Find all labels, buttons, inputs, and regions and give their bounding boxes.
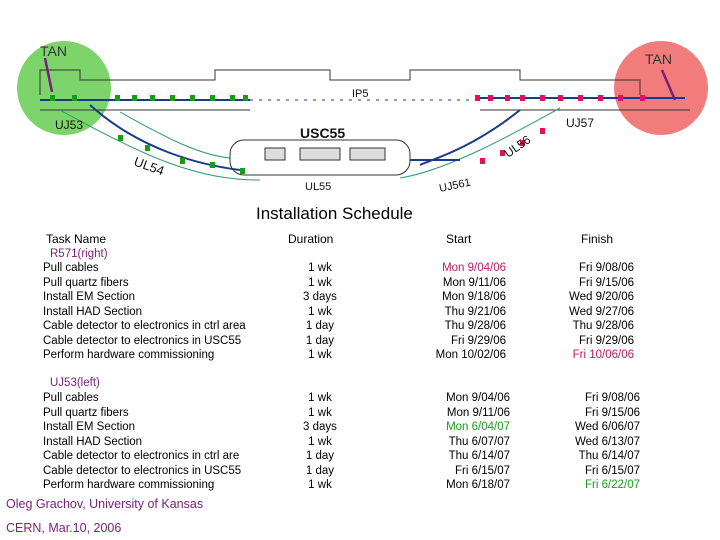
task-name: Install EM Section	[43, 291, 136, 303]
start-date: Mon 9/11/06	[446, 406, 510, 419]
left-start-column	[430, 391, 510, 493]
left-finish-column	[560, 391, 640, 493]
finish-date: Wed 6/13/07	[574, 435, 640, 448]
finish-date: Wed 9/20/06	[568, 291, 634, 303]
finish-date: Fri 9/08/06	[585, 392, 640, 404]
start-date: Thu 6/14/07	[448, 450, 510, 462]
start-date: Mon 9/04/06	[446, 392, 510, 404]
uj561-label: UJ561	[438, 176, 472, 195]
finish-date: Fri 10/06/06	[572, 349, 634, 361]
start-date: Fri 6/15/07	[455, 464, 510, 477]
finish-date: Fri 6/15/07	[585, 464, 640, 477]
start-date: Mon 9/11/06	[442, 276, 506, 289]
finish-date: Fri 9/15/06	[579, 276, 634, 289]
usc55-cavern	[230, 140, 460, 175]
task-name: Pull cables	[43, 392, 99, 404]
right-duration-column	[298, 261, 342, 363]
duration: 1 day	[305, 334, 335, 347]
duration: 1 wk	[308, 392, 332, 404]
uj57-label: UJ57	[566, 116, 595, 130]
finish-date: Fri 9/29/06	[579, 334, 634, 347]
duration: 1 wk	[308, 435, 332, 448]
task-name: Cable detector to electronics in USC55	[43, 334, 242, 347]
tan-right-label: TAN	[645, 51, 672, 67]
tunnel-layout-diagram	[0, 0, 720, 200]
usc55-label: USC55	[300, 125, 346, 141]
author-credit: Oleg Grachov, University of Kansas	[6, 497, 204, 511]
left-duration-column	[298, 391, 342, 493]
duration: 3 days	[303, 291, 337, 303]
task-name: Pull quartz fibers	[43, 406, 129, 419]
right-task-column	[43, 261, 246, 363]
duration: 1 day	[305, 464, 335, 477]
uj53-label: UJ53	[55, 118, 84, 132]
header-finish: Finish	[581, 232, 614, 246]
start-date: Mon 9/18/06	[442, 291, 506, 303]
duration: 1 wk	[308, 276, 332, 289]
header-start: Start	[446, 232, 472, 246]
start-date: Mon 9/04/06	[442, 262, 506, 274]
task-name: Cable detector to electronics in USC55	[43, 464, 242, 477]
duration: 1 day	[305, 450, 335, 462]
duration: 3 days	[303, 421, 337, 433]
section-label-right: R571(right)	[50, 248, 108, 260]
left-task-column	[43, 391, 241, 493]
task-name: Install EM Section	[43, 421, 136, 433]
finish-date: Wed 6/06/07	[574, 421, 640, 433]
right-start-column	[426, 261, 506, 363]
start-date: Mon 6/04/07	[446, 421, 510, 433]
start-date: Thu 9/28/06	[444, 320, 506, 332]
duration: 1 wk	[308, 349, 332, 361]
task-name: Pull quartz fibers	[43, 276, 129, 289]
header-task-name: Task Name	[46, 232, 107, 246]
task-name: Install HAD Section	[43, 305, 143, 318]
finish-date: Thu 6/14/07	[578, 450, 640, 462]
schedule-title: Installation Schedule	[256, 204, 413, 223]
task-name: Pull cables	[43, 262, 99, 274]
venue-date: CERN, Mar.10, 2006	[6, 521, 122, 535]
task-name: Cable detector to electronics in ctrl are	[43, 450, 240, 462]
finish-date: Thu 9/28/06	[572, 320, 634, 332]
task-name: Install HAD Section	[43, 435, 143, 448]
finish-date: Wed 9/27/06	[568, 305, 634, 318]
duration: 1 wk	[308, 262, 332, 274]
start-date: Thu 9/21/06	[444, 305, 506, 318]
ul55-label: UL55	[305, 181, 332, 193]
start-date: Fri 9/29/06	[451, 334, 506, 347]
finish-date: Fri 9/15/06	[585, 406, 640, 419]
finish-date: Fri 6/22/07	[585, 479, 640, 491]
task-name: Perform hardware commissioning	[43, 349, 215, 361]
start-date: Mon 6/18/07	[446, 479, 510, 491]
tan-left-label: TAN	[40, 43, 67, 59]
duration: 1 wk	[308, 479, 332, 491]
header-duration: Duration	[288, 232, 334, 246]
duration: 1 wk	[308, 305, 332, 318]
right-finish-column	[555, 261, 634, 363]
start-date: Mon 10/02/06	[435, 349, 506, 361]
task-name: Perform hardware commissioning	[43, 479, 215, 491]
ul54-label: UL54	[131, 153, 167, 179]
duration: 1 day	[305, 320, 335, 332]
duration: 1 wk	[308, 406, 332, 419]
task-name: Cable detector to electronics in ctrl area	[43, 320, 246, 332]
ip5-label: IP5	[352, 88, 369, 100]
ul56-label: UL56	[501, 132, 534, 161]
section-label-left: UJ53(left)	[50, 377, 100, 389]
finish-date: Fri 9/08/06	[579, 262, 634, 274]
start-date: Thu 6/07/07	[448, 435, 510, 448]
